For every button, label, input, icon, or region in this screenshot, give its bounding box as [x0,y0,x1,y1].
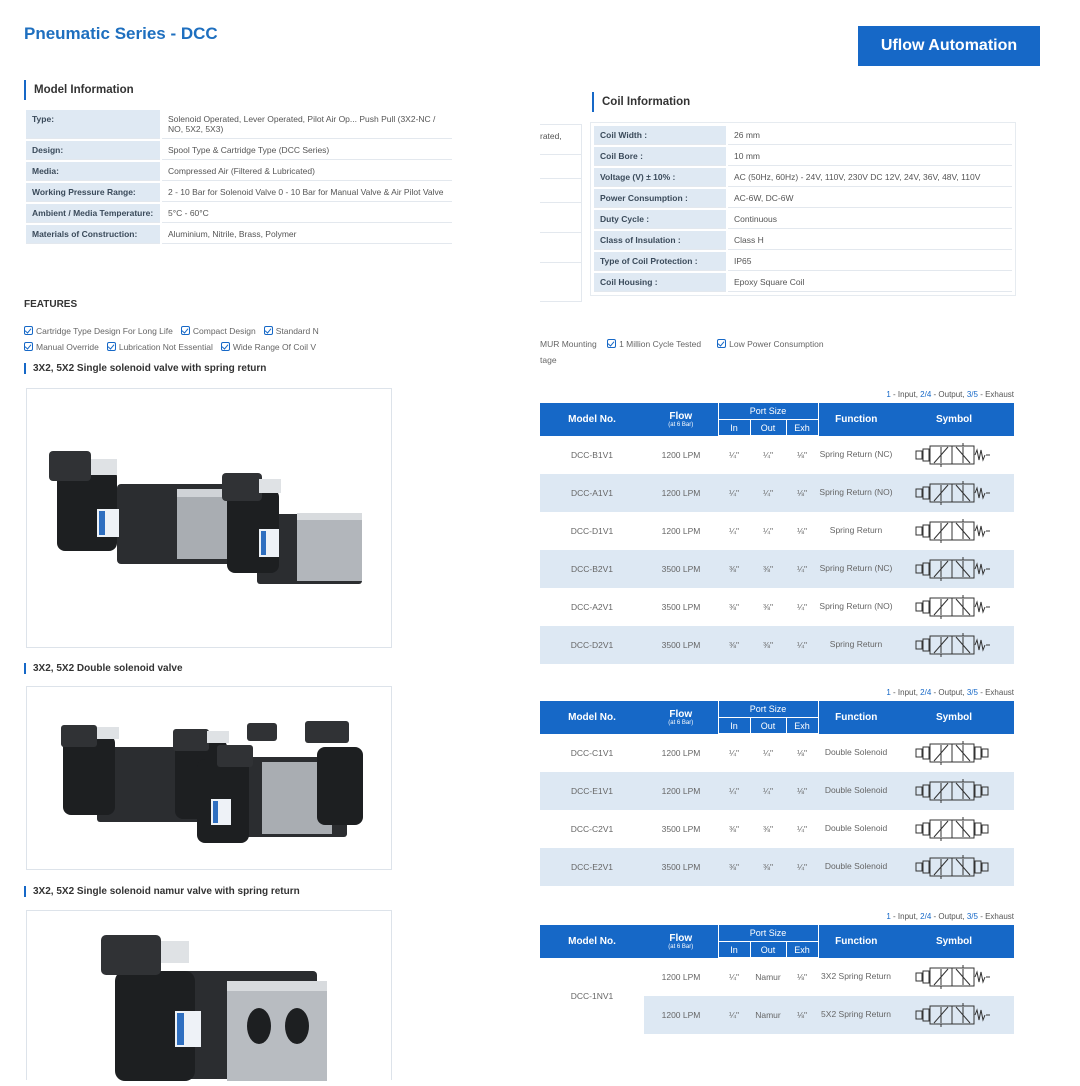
feature-item: MUR Mounting [540,339,597,349]
coil-info-row-key: Type of Coil Protection : [594,252,726,271]
feature-item [24,326,173,336]
model-cell: DCC-C1V1 [570,747,614,758]
flow-label: Flow [669,932,693,944]
col-header-flow [644,925,718,958]
table-row [540,810,1014,848]
model-info-row-key: Media: [26,162,160,181]
coil-info-row-value: AC (50Hz, 60Hz) - 24V, 110V, 230V DC 12V, 24V, 36V, 48V, 110V [728,168,1012,187]
model-info-row-key: Design: [26,141,160,160]
function-cell: Double Solenoid [824,746,888,757]
port-legend-3: 1 - Input, 2/4 - Output, 3/5 - Exhaust [886,912,1014,921]
valve-symbol-icon [914,779,994,803]
valve-symbol-icon [914,855,994,879]
port-legend-2: 1 - Input, 2/4 - Output, 3/5 - Exhaust [886,688,1014,697]
col-header-model: Model No. [540,925,644,958]
function-cell: 5X2 Spring Return [818,996,894,1034]
port-exh-cell: ¼" [796,601,808,612]
coil-info-row [594,273,1012,292]
table-row [540,772,1014,810]
model-info-row [26,141,452,160]
model-info-row-key: Materials of Construction: [26,225,160,244]
port-exh-cell: ¼" [786,848,818,886]
check-icon [221,342,230,351]
col-header-exh: Exh [786,718,818,734]
flow-cell: 1200 LPM [644,772,718,810]
col-header-port-size: Port Size [718,925,818,942]
feature-item [107,342,213,352]
flow-cell: 1200 LPM [644,996,718,1034]
function-cell: Double Solenoid [824,822,888,833]
col-header-in: In [718,942,750,958]
symbol-cell [894,772,1014,810]
valve-symbol-icon [914,1003,994,1027]
function-cell: Spring Return (NC) [818,550,894,588]
col-header-out: Out [750,420,786,436]
table-row [540,588,1014,626]
product-table-3 [540,924,1014,1034]
feature-item [607,339,701,349]
port-out-cell: ⅜" [762,823,774,834]
product-table-double [540,700,1014,886]
model-cell: DCC-D1V1 [570,525,614,536]
table-row [540,734,1014,772]
section-heading-namur: 3X2, 5X2 Single solenoid namur valve with spring return [24,886,300,897]
page-title: Pneumatic Series - DCC [24,24,218,43]
symbol-cell [894,958,1014,996]
coil-info-row [594,189,1012,208]
flow-cell: 3500 LPM [661,601,701,612]
model-info-row-key: Ambient / Media Temperature: [26,204,160,223]
model-info-row-value: Compressed Air (Filtered & Lubricated) [162,162,452,181]
model-info-row [26,183,452,202]
col-header-function: Function [818,701,894,734]
port-in-cell: ¼" [718,474,750,512]
valve-symbol-icon [914,519,994,543]
port-exh-cell: ¼" [786,550,818,588]
function-cell: Double Solenoid [818,772,894,810]
port-exh-cell: ⅛" [796,449,808,460]
port-in-cell: ¼" [728,525,740,536]
coil-info-row-value: Continuous [728,210,1012,229]
port-in-cell: ¼" [718,996,750,1034]
model-info-row [26,110,452,139]
coil-info-row [594,210,1012,229]
coil-info-row [594,126,1012,145]
col-header-port-size: Port Size [718,701,818,718]
col-header-flow [644,403,718,436]
symbol-cell [894,734,1014,772]
features-line-1-right [540,339,940,349]
valve-symbol-icon [914,965,994,989]
flow-cell: 3500 LPM [644,848,718,886]
function-cell: Spring Return (NC) [819,448,893,459]
check-icon [107,342,116,351]
symbol-cell [894,436,1014,474]
coil-info-row [594,147,1012,166]
check-icon [607,339,616,348]
flow-cell: 3500 LPM [644,550,718,588]
model-info-continuation [540,124,582,302]
port-exh-cell: ⅛" [796,971,808,982]
col-header-symbol: Symbol [894,701,1014,734]
flow-sublabel: (at 6 Bar) [668,719,694,726]
coil-info-table [592,124,1014,294]
feature-label: Standard N [275,326,319,336]
section-heading-double: 3X2, 5X2 Double solenoid valve [24,663,183,674]
coil-info-row-key: Duty Cycle : [594,210,726,229]
model-info-row-key: Type: [26,110,160,139]
coil-info-row-value: Epoxy Square Coil [728,273,1012,292]
coil-info-row-value: AC-6W, DC-6W [728,189,1012,208]
valve-symbol-icon [914,633,994,657]
port-out-cell: ¼" [762,525,774,536]
valve-symbol-icon [914,741,994,765]
port-in-cell: ⅜" [728,601,740,612]
coil-info-row [594,231,1012,250]
model-info-row [26,204,452,223]
model-info-row-value: Solenoid Operated, Lever Operated, Pilot Air Op... Push Pull (3X2-NC / NO, 5X2, 5X3) [162,110,452,139]
col-header-function: Function [818,925,894,958]
col-header-exh: Exh [786,420,818,436]
feature-label: 1 Million Cycle Tested [619,339,702,349]
symbol-cell [894,588,1014,626]
flow-label: Flow [669,708,693,720]
port-exh-cell: ¼" [796,823,808,834]
features-line-2-right: tage [540,355,557,365]
port-exh-cell: ⅛" [786,772,818,810]
port-in-cell: ¼" [728,971,740,982]
port-out-cell: ¼" [762,747,774,758]
symbol-cell [894,550,1014,588]
features-heading: FEATURES [24,299,78,310]
coil-info-row-value: Class H [728,231,1012,250]
model-info-row [26,225,452,244]
check-icon [24,326,33,335]
feature-item [181,326,256,336]
product-table-namur [540,924,1014,1034]
coil-info-row-key: Class of Insulation : [594,231,726,250]
valve-symbol-icon [914,557,994,581]
model-cell: DCC-1NV1 [540,958,644,1034]
symbol-cell [894,626,1014,664]
model-info-table [24,108,454,246]
port-out-cell: ⅜" [750,626,786,664]
feature-label: Compact Design [192,326,256,336]
port-legend-1: 1 - Input, 2/4 - Output, 3/5 - Exhaust [886,390,1014,399]
port-in-cell: ¼" [728,449,740,460]
product-table-1 [540,402,1014,664]
model-cell: DCC-E1V1 [540,772,644,810]
valve-symbol-icon [914,443,994,467]
port-exh-cell: ⅛" [796,747,808,758]
flow-cell: 1200 LPM [661,971,701,982]
coil-info-row-key: Voltage (V) ± 10% : [594,168,726,187]
check-icon [181,326,190,335]
cutoff-text: rated, [540,125,581,155]
symbol-cell [894,810,1014,848]
model-cell: DCC-A2V1 [570,601,614,612]
product-table-2 [540,700,1014,886]
symbol-cell [894,474,1014,512]
model-info-heading: Model Information [24,80,134,100]
coil-info-heading: Coil Information [592,92,690,112]
feature-item [221,342,316,352]
model-info-row-value: Spool Type & Cartridge Type (DCC Series) [162,141,452,160]
table-row [540,512,1014,550]
feature-label: Wide Range Of Coil V [232,342,317,352]
port-out-cell: ⅜" [762,601,774,612]
port-in-cell: ¼" [718,772,750,810]
coil-info-row-value: IP65 [728,252,1012,271]
feature-label: Cartridge Type Design For Long Life [36,326,173,336]
col-header-exh: Exh [786,942,818,958]
model-info-row-value: 2 - 10 Bar for Solenoid Valve 0 - 10 Bar for Manual Valve & Air Pilot Valve [162,183,452,202]
section-heading-single: 3X2, 5X2 Single solenoid valve with spring return [24,363,266,374]
model-info-row-value: 5°C - 60°C [162,204,452,223]
table-row [540,474,1014,512]
model-info-row-value: Aluminium, Nitrile, Brass, Polymer [162,225,452,244]
product-photo-single [26,388,392,648]
valve-symbol-icon [914,817,994,841]
flow-cell: 3500 LPM [644,626,718,664]
flow-label: Flow [669,410,693,422]
features-line-1 [24,326,394,336]
function-cell: Spring Return (NO) [818,474,894,512]
model-cell: DCC-B1V1 [570,449,614,460]
coil-info-row-value: 26 mm [728,126,1012,145]
check-icon [717,339,726,348]
port-out-cell: Namur [755,971,781,982]
coil-info-row-key: Coil Housing : [594,273,726,292]
model-cell: DCC-E2V1 [540,848,644,886]
col-header-port-size: Port Size [718,403,818,420]
features-line-2 [24,342,394,352]
valve-symbol-icon [914,595,994,619]
flow-cell: 1200 LPM [661,449,701,460]
coil-info-row-value: 10 mm [728,147,1012,166]
col-header-model: Model No. [540,701,644,734]
col-header-in: In [718,420,750,436]
col-header-flow [644,701,718,734]
model-info-row [26,162,452,181]
port-out-cell: ¼" [750,474,786,512]
port-exh-cell: ⅛" [796,525,808,536]
flow-sublabel: (at 6 Bar) [668,943,694,950]
col-header-model: Model No. [540,403,644,436]
model-cell: DCC-B2V1 [540,550,644,588]
function-cell: Double Solenoid [818,848,894,886]
symbol-cell [894,848,1014,886]
product-photo-double [26,686,392,870]
port-out-cell: ⅜" [750,550,786,588]
model-cell: DCC-D2V1 [540,626,644,664]
symbol-cell [894,996,1014,1034]
product-table-single [540,402,1014,664]
port-out-cell: ¼" [762,449,774,460]
port-in-cell: ⅜" [718,626,750,664]
port-out-cell: ¼" [750,772,786,810]
port-out-cell: ⅜" [750,848,786,886]
coil-info-row-key: Coil Bore : [594,147,726,166]
flow-sublabel: (at 6 Bar) [668,421,694,428]
coil-info-row-key: Power Consumption : [594,189,726,208]
port-in-cell: ⅜" [718,848,750,886]
model-cell: DCC-A1V1 [540,474,644,512]
col-header-function: Function [818,403,894,436]
col-header-in: In [718,718,750,734]
col-header-symbol: Symbol [894,925,1014,958]
port-in-cell: ¼" [728,747,740,758]
check-icon [264,326,273,335]
port-exh-cell: ⅛" [786,474,818,512]
coil-info-row [594,252,1012,271]
table-row [540,436,1014,474]
coil-info-panel [590,122,1016,296]
port-exh-cell: ¼" [786,626,818,664]
col-header-symbol: Symbol [894,403,1014,436]
coil-info-row [594,168,1012,187]
function-cell: 3X2 Spring Return [821,970,891,981]
function-cell: Spring Return [818,626,894,664]
model-info-row-key: Working Pressure Range: [26,183,160,202]
model-info-panel [24,108,444,246]
feature-label: Low Power Consumption [729,339,824,349]
symbol-cell [894,512,1014,550]
col-header-out: Out [750,718,786,734]
feature-item [264,326,319,336]
coil-info-row-key: Coil Width : [594,126,726,145]
valve-symbol-icon [914,481,994,505]
table-row [540,626,1014,664]
port-exh-cell: ⅛" [786,996,818,1034]
port-out-cell: Namur [750,996,786,1034]
flow-cell: 1200 LPM [661,747,701,758]
feature-label: Lubrication Not Essential [118,342,213,352]
port-in-cell: ⅜" [728,823,740,834]
flow-cell: 1200 LPM [644,474,718,512]
function-cell: Spring Return [829,524,883,535]
brand-badge: Uflow Automation [858,26,1040,66]
table-row [540,848,1014,886]
function-cell: Spring Return (NO) [819,600,893,611]
port-in-cell: ⅜" [718,550,750,588]
flow-cell: 1200 LPM [661,525,701,536]
model-cell: DCC-C2V1 [570,823,614,834]
feature-item [24,342,99,352]
product-photo-namur [26,910,392,1080]
table-row [540,958,1014,996]
feature-label: Manual Override [36,342,99,352]
flow-cell: 3500 LPM [661,823,701,834]
col-header-out: Out [750,942,786,958]
feature-item [717,339,824,349]
table-row [540,550,1014,588]
check-icon [24,342,33,351]
